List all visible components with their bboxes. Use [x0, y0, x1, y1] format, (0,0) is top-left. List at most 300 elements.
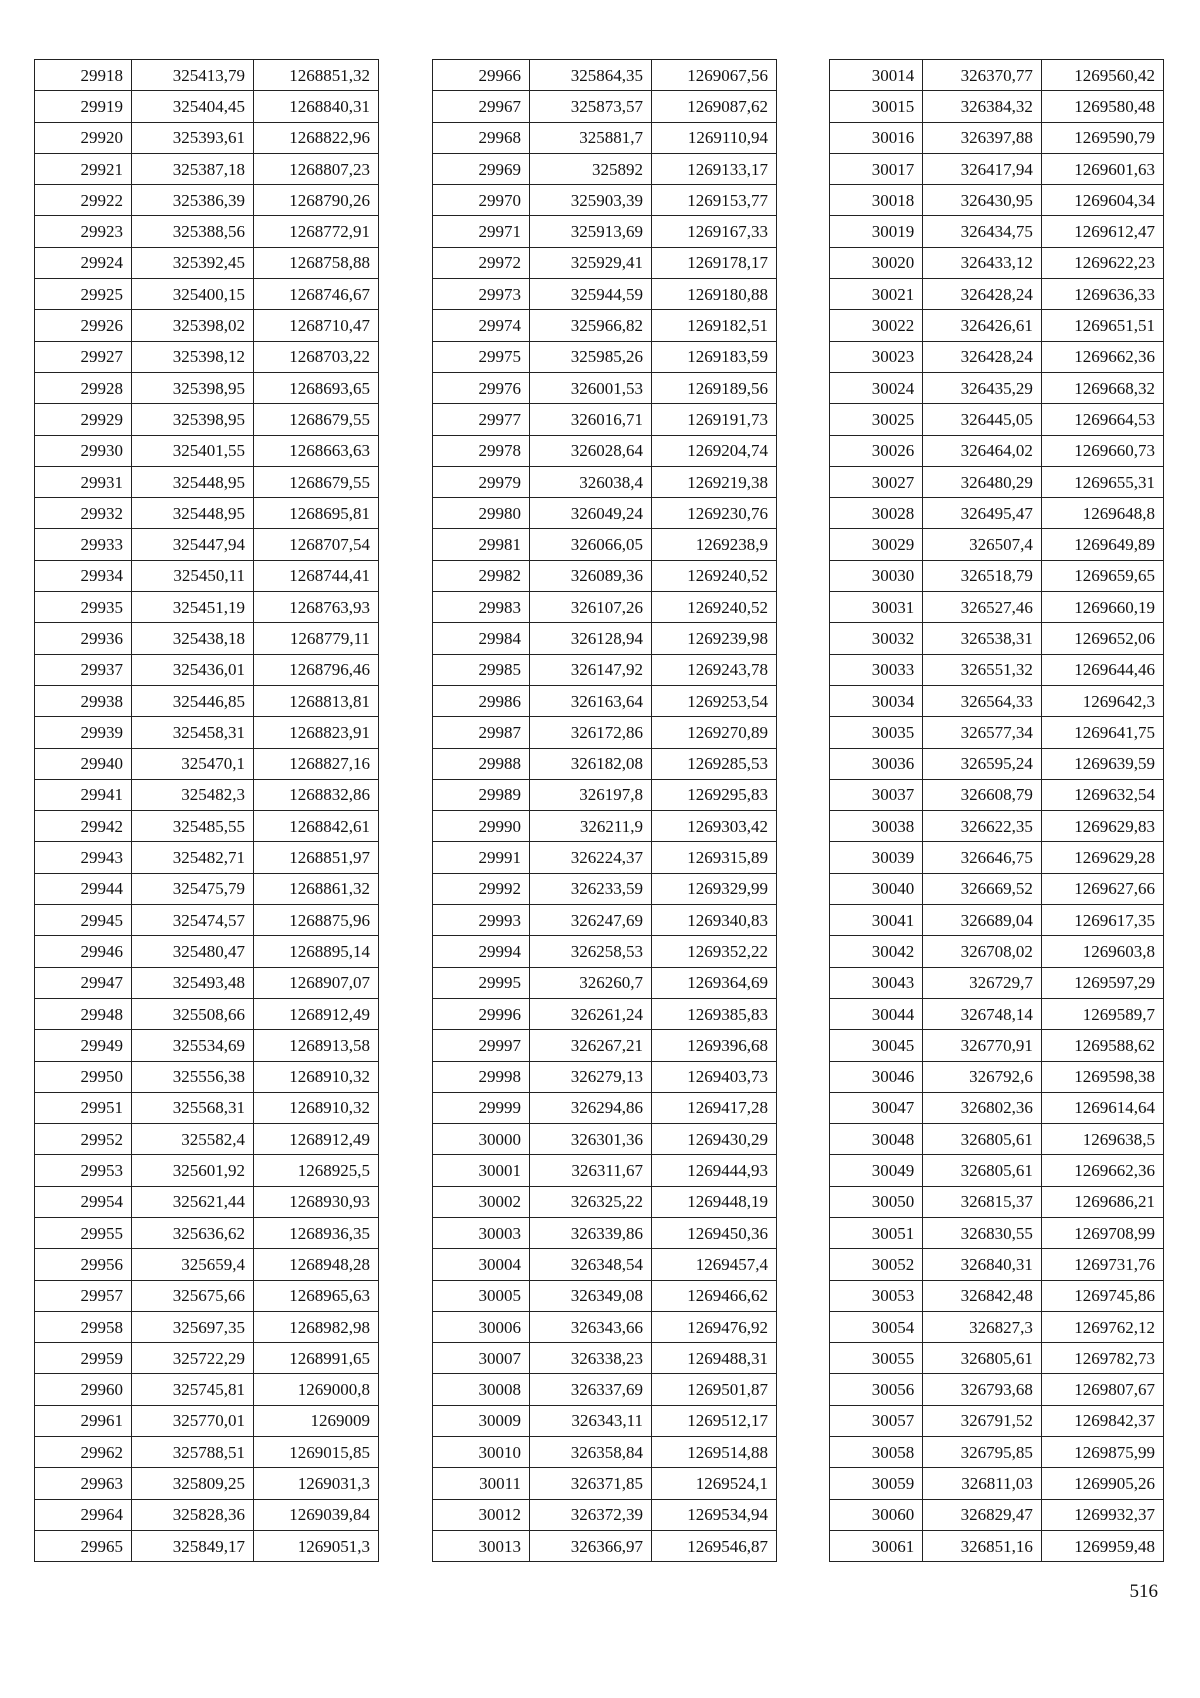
table-row — [35, 466, 379, 497]
table-row — [433, 623, 777, 654]
x-coordinate-cell: 326815,37 — [923, 1186, 1042, 1217]
x-coordinate-cell: 326829,47 — [923, 1499, 1042, 1530]
table-row — [35, 717, 379, 748]
point-id-cell: 30047 — [830, 1092, 923, 1123]
table-row — [830, 1468, 1164, 1499]
x-coordinate-cell: 326089,36 — [530, 560, 652, 591]
x-coordinate-cell: 326851,16 — [923, 1530, 1042, 1561]
point-id-cell: 29992 — [433, 873, 530, 904]
point-id-cell: 29969 — [433, 153, 530, 184]
y-coordinate-cell: 1269597,29 — [1041, 967, 1163, 998]
y-coordinate-cell: 1268936,35 — [254, 1217, 379, 1248]
y-coordinate-cell: 1268991,65 — [254, 1343, 379, 1374]
table-row — [830, 1343, 1164, 1374]
y-coordinate-cell: 1269238,9 — [652, 529, 777, 560]
point-id-cell: 29935 — [35, 592, 132, 623]
point-id-cell: 30004 — [433, 1249, 530, 1280]
point-id-cell: 29956 — [35, 1249, 132, 1280]
x-coordinate-cell: 325448,95 — [132, 466, 254, 497]
table-row — [830, 404, 1164, 435]
x-coordinate-cell: 325436,01 — [132, 654, 254, 685]
x-coordinate-cell: 325398,02 — [132, 310, 254, 341]
point-id-cell: 29943 — [35, 842, 132, 873]
y-coordinate-cell: 1269644,46 — [1041, 654, 1163, 685]
x-coordinate-cell: 325438,18 — [132, 623, 254, 654]
y-coordinate-cell: 1269450,36 — [652, 1217, 777, 1248]
y-coordinate-cell: 1269648,8 — [1041, 498, 1163, 529]
table-row — [35, 435, 379, 466]
point-id-cell: 29921 — [35, 153, 132, 184]
point-id-cell: 29997 — [433, 1030, 530, 1061]
table-row — [830, 1186, 1164, 1217]
point-id-cell: 30022 — [830, 310, 923, 341]
table-row — [830, 279, 1164, 310]
y-coordinate-cell: 1268695,81 — [254, 498, 379, 529]
y-coordinate-cell: 1269253,54 — [652, 685, 777, 716]
x-coordinate-cell: 326049,24 — [530, 498, 652, 529]
y-coordinate-cell: 1268842,61 — [254, 811, 379, 842]
y-coordinate-cell: 1269745,86 — [1041, 1280, 1163, 1311]
table-row — [433, 811, 777, 842]
x-coordinate-cell: 326370,77 — [923, 60, 1042, 91]
x-coordinate-cell: 326343,11 — [530, 1405, 652, 1436]
x-coordinate-cell: 326840,31 — [923, 1249, 1042, 1280]
y-coordinate-cell: 1268796,46 — [254, 654, 379, 685]
y-coordinate-cell: 1269590,79 — [1041, 122, 1163, 153]
table-row — [830, 1124, 1164, 1155]
table-row — [433, 185, 777, 216]
point-id-cell: 30059 — [830, 1468, 923, 1499]
x-coordinate-cell: 325401,55 — [132, 435, 254, 466]
x-coordinate-cell: 325849,17 — [132, 1530, 254, 1561]
x-coordinate-cell: 325534,69 — [132, 1030, 254, 1061]
point-id-cell: 30018 — [830, 185, 923, 216]
y-coordinate-cell: 1269303,42 — [652, 811, 777, 842]
table-row — [433, 1343, 777, 1374]
point-id-cell: 30043 — [830, 967, 923, 998]
point-id-cell: 30007 — [433, 1343, 530, 1374]
x-coordinate-cell: 325697,35 — [132, 1311, 254, 1342]
table-row — [35, 779, 379, 810]
x-coordinate-cell: 326538,31 — [923, 623, 1042, 654]
point-id-cell: 30010 — [433, 1437, 530, 1468]
table-row — [830, 1405, 1164, 1436]
y-coordinate-cell: 1269051,3 — [254, 1530, 379, 1561]
table-row — [433, 967, 777, 998]
y-coordinate-cell: 1269329,99 — [652, 873, 777, 904]
point-id-cell: 30035 — [830, 717, 923, 748]
x-coordinate-cell: 326372,39 — [530, 1499, 652, 1530]
point-id-cell: 29955 — [35, 1217, 132, 1248]
point-id-cell: 29936 — [35, 623, 132, 654]
x-coordinate-cell: 326397,88 — [923, 122, 1042, 153]
y-coordinate-cell: 1269617,35 — [1041, 905, 1163, 936]
y-coordinate-cell: 1269364,69 — [652, 967, 777, 998]
x-coordinate-cell: 325966,82 — [530, 310, 652, 341]
y-coordinate-cell: 1268851,32 — [254, 60, 379, 91]
point-id-cell: 29954 — [35, 1186, 132, 1217]
point-id-cell: 30030 — [830, 560, 923, 591]
table-row — [433, 1186, 777, 1217]
point-id-cell: 30033 — [830, 654, 923, 685]
point-id-cell: 30005 — [433, 1280, 530, 1311]
x-coordinate-cell: 325828,36 — [132, 1499, 254, 1530]
y-coordinate-cell: 1269651,51 — [1041, 310, 1163, 341]
point-id-cell: 30038 — [830, 811, 923, 842]
point-id-cell: 29938 — [35, 685, 132, 716]
x-coordinate-cell: 325722,29 — [132, 1343, 254, 1374]
table-row — [433, 998, 777, 1029]
table-row — [830, 811, 1164, 842]
y-coordinate-cell: 1269708,99 — [1041, 1217, 1163, 1248]
table-row — [830, 998, 1164, 1029]
table-row — [433, 685, 777, 716]
y-coordinate-cell: 1268707,54 — [254, 529, 379, 560]
y-coordinate-cell: 1268679,55 — [254, 404, 379, 435]
table-row — [830, 1061, 1164, 1092]
x-coordinate-cell: 325864,35 — [530, 60, 652, 91]
x-coordinate-cell: 325809,25 — [132, 1468, 254, 1499]
x-coordinate-cell: 326325,22 — [530, 1186, 652, 1217]
x-coordinate-cell: 325621,44 — [132, 1186, 254, 1217]
point-id-cell: 29958 — [35, 1311, 132, 1342]
y-coordinate-cell: 1269641,75 — [1041, 717, 1163, 748]
point-id-cell: 30021 — [830, 279, 923, 310]
x-coordinate-cell: 326669,52 — [923, 873, 1042, 904]
y-coordinate-cell: 1269762,12 — [1041, 1311, 1163, 1342]
table-row — [830, 1374, 1164, 1405]
x-coordinate-cell: 325568,31 — [132, 1092, 254, 1123]
point-id-cell: 30011 — [433, 1468, 530, 1499]
y-coordinate-cell: 1268679,55 — [254, 466, 379, 497]
table-row — [35, 1374, 379, 1405]
table-row — [830, 153, 1164, 184]
x-coordinate-cell: 326577,34 — [923, 717, 1042, 748]
x-coordinate-cell: 326038,4 — [530, 466, 652, 497]
y-coordinate-cell: 1269243,78 — [652, 654, 777, 685]
x-coordinate-cell: 325392,45 — [132, 247, 254, 278]
table-row — [433, 1155, 777, 1186]
table-row — [35, 1092, 379, 1123]
y-coordinate-cell: 1269686,21 — [1041, 1186, 1163, 1217]
y-coordinate-cell: 1269782,73 — [1041, 1343, 1163, 1374]
point-id-cell: 29930 — [35, 435, 132, 466]
y-coordinate-cell: 1269182,51 — [652, 310, 777, 341]
table-row — [433, 498, 777, 529]
point-id-cell: 29988 — [433, 748, 530, 779]
y-coordinate-cell: 1269627,66 — [1041, 873, 1163, 904]
point-id-cell: 29978 — [433, 435, 530, 466]
y-coordinate-cell: 1268875,96 — [254, 905, 379, 936]
point-id-cell: 30025 — [830, 404, 923, 435]
point-id-cell: 29963 — [35, 1468, 132, 1499]
y-coordinate-cell: 1269240,52 — [652, 560, 777, 591]
x-coordinate-cell: 325446,85 — [132, 685, 254, 716]
y-coordinate-cell: 1269588,62 — [1041, 1030, 1163, 1061]
table-row — [35, 654, 379, 685]
point-id-cell: 30000 — [433, 1124, 530, 1155]
point-id-cell: 29953 — [35, 1155, 132, 1186]
y-coordinate-cell: 1269612,47 — [1041, 216, 1163, 247]
table-row — [830, 91, 1164, 122]
y-coordinate-cell: 1269842,37 — [1041, 1405, 1163, 1436]
point-id-cell: 30028 — [830, 498, 923, 529]
x-coordinate-cell: 326708,02 — [923, 936, 1042, 967]
x-coordinate-cell: 326224,37 — [530, 842, 652, 873]
table-row — [433, 1061, 777, 1092]
x-coordinate-cell: 326595,24 — [923, 748, 1042, 779]
y-coordinate-cell: 1269501,87 — [652, 1374, 777, 1405]
y-coordinate-cell: 1268925,5 — [254, 1155, 379, 1186]
x-coordinate-cell: 325770,01 — [132, 1405, 254, 1436]
table-row — [433, 466, 777, 497]
point-id-cell: 29990 — [433, 811, 530, 842]
point-id-cell: 29927 — [35, 341, 132, 372]
table-row — [433, 279, 777, 310]
y-coordinate-cell: 1269466,62 — [652, 1280, 777, 1311]
y-coordinate-cell: 1268822,96 — [254, 122, 379, 153]
x-coordinate-cell: 326428,24 — [923, 279, 1042, 310]
point-id-cell: 30058 — [830, 1437, 923, 1468]
y-coordinate-cell: 1269512,17 — [652, 1405, 777, 1436]
table-row — [830, 748, 1164, 779]
y-coordinate-cell: 1269731,76 — [1041, 1249, 1163, 1280]
table-row — [433, 60, 777, 91]
x-coordinate-cell: 326830,55 — [923, 1217, 1042, 1248]
x-coordinate-cell: 326343,66 — [530, 1311, 652, 1342]
y-coordinate-cell: 1269204,74 — [652, 435, 777, 466]
y-coordinate-cell: 1269340,83 — [652, 905, 777, 936]
table-row — [35, 685, 379, 716]
x-coordinate-cell: 326267,21 — [530, 1030, 652, 1061]
point-id-cell: 30020 — [830, 247, 923, 278]
y-coordinate-cell: 1269807,67 — [1041, 1374, 1163, 1405]
x-coordinate-cell: 325788,51 — [132, 1437, 254, 1468]
point-id-cell: 30050 — [830, 1186, 923, 1217]
y-coordinate-cell: 1269219,38 — [652, 466, 777, 497]
table-row — [433, 560, 777, 591]
y-coordinate-cell: 1269603,8 — [1041, 936, 1163, 967]
table-row — [35, 1499, 379, 1530]
table-row — [830, 936, 1164, 967]
x-coordinate-cell: 325944,59 — [530, 279, 652, 310]
x-coordinate-cell: 325675,66 — [132, 1280, 254, 1311]
x-coordinate-cell: 326435,29 — [923, 372, 1042, 403]
y-coordinate-cell: 1269649,89 — [1041, 529, 1163, 560]
x-coordinate-cell: 326842,48 — [923, 1280, 1042, 1311]
point-id-cell: 29950 — [35, 1061, 132, 1092]
table-row — [830, 654, 1164, 685]
table-row — [35, 1343, 379, 1374]
point-id-cell: 30006 — [433, 1311, 530, 1342]
y-coordinate-cell: 1268965,63 — [254, 1280, 379, 1311]
point-id-cell: 30009 — [433, 1405, 530, 1436]
point-id-cell: 29929 — [35, 404, 132, 435]
y-coordinate-cell: 1268823,91 — [254, 717, 379, 748]
y-coordinate-cell: 1269183,59 — [652, 341, 777, 372]
point-id-cell: 29951 — [35, 1092, 132, 1123]
table-row — [830, 1280, 1164, 1311]
y-coordinate-cell: 1269067,56 — [652, 60, 777, 91]
point-id-cell: 29945 — [35, 905, 132, 936]
y-coordinate-cell: 1268710,47 — [254, 310, 379, 341]
point-id-cell: 30051 — [830, 1217, 923, 1248]
x-coordinate-cell: 325398,95 — [132, 404, 254, 435]
table-row — [830, 529, 1164, 560]
table-row — [830, 372, 1164, 403]
table-row — [433, 748, 777, 779]
y-coordinate-cell: 1269642,3 — [1041, 685, 1163, 716]
table-row — [433, 122, 777, 153]
point-id-cell: 30052 — [830, 1249, 923, 1280]
table-row — [830, 1155, 1164, 1186]
table-row — [433, 1217, 777, 1248]
table-row — [35, 592, 379, 623]
table-row — [830, 967, 1164, 998]
y-coordinate-cell: 1268861,32 — [254, 873, 379, 904]
y-coordinate-cell: 1268832,86 — [254, 779, 379, 810]
table-row — [35, 122, 379, 153]
x-coordinate-cell: 326805,61 — [923, 1155, 1042, 1186]
x-coordinate-cell: 325475,79 — [132, 873, 254, 904]
x-coordinate-cell: 326247,69 — [530, 905, 652, 936]
x-coordinate-cell: 326260,7 — [530, 967, 652, 998]
y-coordinate-cell: 1269639,59 — [1041, 748, 1163, 779]
point-id-cell: 29952 — [35, 1124, 132, 1155]
table-row — [433, 1405, 777, 1436]
point-id-cell: 30008 — [433, 1374, 530, 1405]
table-row — [830, 1311, 1164, 1342]
y-coordinate-cell: 1269476,92 — [652, 1311, 777, 1342]
table-row — [830, 592, 1164, 623]
x-coordinate-cell: 325398,95 — [132, 372, 254, 403]
x-coordinate-cell: 325474,57 — [132, 905, 254, 936]
table-row — [35, 1124, 379, 1155]
table-row — [35, 1405, 379, 1436]
point-id-cell: 29925 — [35, 279, 132, 310]
point-id-cell: 30054 — [830, 1311, 923, 1342]
y-coordinate-cell: 1269191,73 — [652, 404, 777, 435]
point-id-cell: 30023 — [830, 341, 923, 372]
x-coordinate-cell: 326338,23 — [530, 1343, 652, 1374]
x-coordinate-cell: 326495,47 — [923, 498, 1042, 529]
table-row — [35, 1217, 379, 1248]
table-row — [433, 1374, 777, 1405]
x-coordinate-cell: 326016,71 — [530, 404, 652, 435]
y-coordinate-cell: 1269180,88 — [652, 279, 777, 310]
point-id-cell: 29984 — [433, 623, 530, 654]
y-coordinate-cell: 1268779,11 — [254, 623, 379, 654]
x-coordinate-cell: 326518,79 — [923, 560, 1042, 591]
x-coordinate-cell: 325393,61 — [132, 122, 254, 153]
table-row — [433, 779, 777, 810]
y-coordinate-cell: 1268913,58 — [254, 1030, 379, 1061]
table-row — [830, 1249, 1164, 1280]
x-coordinate-cell: 326128,94 — [530, 623, 652, 654]
coordinate-table-2 — [432, 59, 777, 1562]
point-id-cell: 29968 — [433, 122, 530, 153]
y-coordinate-cell: 1269448,19 — [652, 1186, 777, 1217]
x-coordinate-cell: 325493,48 — [132, 967, 254, 998]
x-coordinate-cell: 326430,95 — [923, 185, 1042, 216]
point-id-cell: 29999 — [433, 1092, 530, 1123]
point-id-cell: 29971 — [433, 216, 530, 247]
x-coordinate-cell: 326426,61 — [923, 310, 1042, 341]
table-row — [433, 1530, 777, 1561]
y-coordinate-cell: 1269285,53 — [652, 748, 777, 779]
y-coordinate-cell: 1269239,98 — [652, 623, 777, 654]
point-id-cell: 29996 — [433, 998, 530, 1029]
y-coordinate-cell: 1269601,63 — [1041, 153, 1163, 184]
table-row — [433, 341, 777, 372]
point-id-cell: 30036 — [830, 748, 923, 779]
table-row — [830, 717, 1164, 748]
point-id-cell: 29918 — [35, 60, 132, 91]
point-id-cell: 29965 — [35, 1530, 132, 1561]
point-id-cell: 29981 — [433, 529, 530, 560]
table-row — [35, 1468, 379, 1499]
x-coordinate-cell: 326337,69 — [530, 1374, 652, 1405]
x-coordinate-cell: 326211,9 — [530, 811, 652, 842]
table-row — [35, 623, 379, 654]
x-coordinate-cell: 325582,4 — [132, 1124, 254, 1155]
point-id-cell: 30013 — [433, 1530, 530, 1561]
table-row — [830, 905, 1164, 936]
table-row — [830, 1092, 1164, 1123]
table-row — [35, 1030, 379, 1061]
point-id-cell: 29993 — [433, 905, 530, 936]
y-coordinate-cell: 1268840,31 — [254, 91, 379, 122]
x-coordinate-cell: 326428,24 — [923, 341, 1042, 372]
point-id-cell: 30031 — [830, 592, 923, 623]
point-id-cell: 29987 — [433, 717, 530, 748]
x-coordinate-cell: 325451,19 — [132, 592, 254, 623]
table-row — [830, 623, 1164, 654]
x-coordinate-cell: 326233,59 — [530, 873, 652, 904]
y-coordinate-cell: 1268758,88 — [254, 247, 379, 278]
point-id-cell: 30019 — [830, 216, 923, 247]
point-id-cell: 30044 — [830, 998, 923, 1029]
y-coordinate-cell: 1268744,41 — [254, 560, 379, 591]
table-row — [830, 435, 1164, 466]
table-row — [35, 529, 379, 560]
y-coordinate-cell: 1269295,83 — [652, 779, 777, 810]
point-id-cell: 29994 — [433, 936, 530, 967]
point-id-cell: 29932 — [35, 498, 132, 529]
point-id-cell: 29964 — [35, 1499, 132, 1530]
y-coordinate-cell: 1268663,63 — [254, 435, 379, 466]
y-coordinate-cell: 1269153,77 — [652, 185, 777, 216]
point-id-cell: 29995 — [433, 967, 530, 998]
table-row — [35, 153, 379, 184]
table-row — [35, 247, 379, 278]
y-coordinate-cell: 1268772,91 — [254, 216, 379, 247]
table-row — [35, 216, 379, 247]
y-coordinate-cell: 1269660,73 — [1041, 435, 1163, 466]
x-coordinate-cell: 326107,26 — [530, 592, 652, 623]
y-coordinate-cell: 1269659,65 — [1041, 560, 1163, 591]
y-coordinate-cell: 1268907,07 — [254, 967, 379, 998]
x-coordinate-cell: 325387,18 — [132, 153, 254, 184]
x-coordinate-cell: 325458,31 — [132, 717, 254, 748]
point-id-cell: 29948 — [35, 998, 132, 1029]
x-coordinate-cell: 325388,56 — [132, 216, 254, 247]
table-row — [35, 905, 379, 936]
table-row — [35, 279, 379, 310]
table-row — [433, 1124, 777, 1155]
y-coordinate-cell: 1269668,32 — [1041, 372, 1163, 403]
x-coordinate-cell: 326339,86 — [530, 1217, 652, 1248]
